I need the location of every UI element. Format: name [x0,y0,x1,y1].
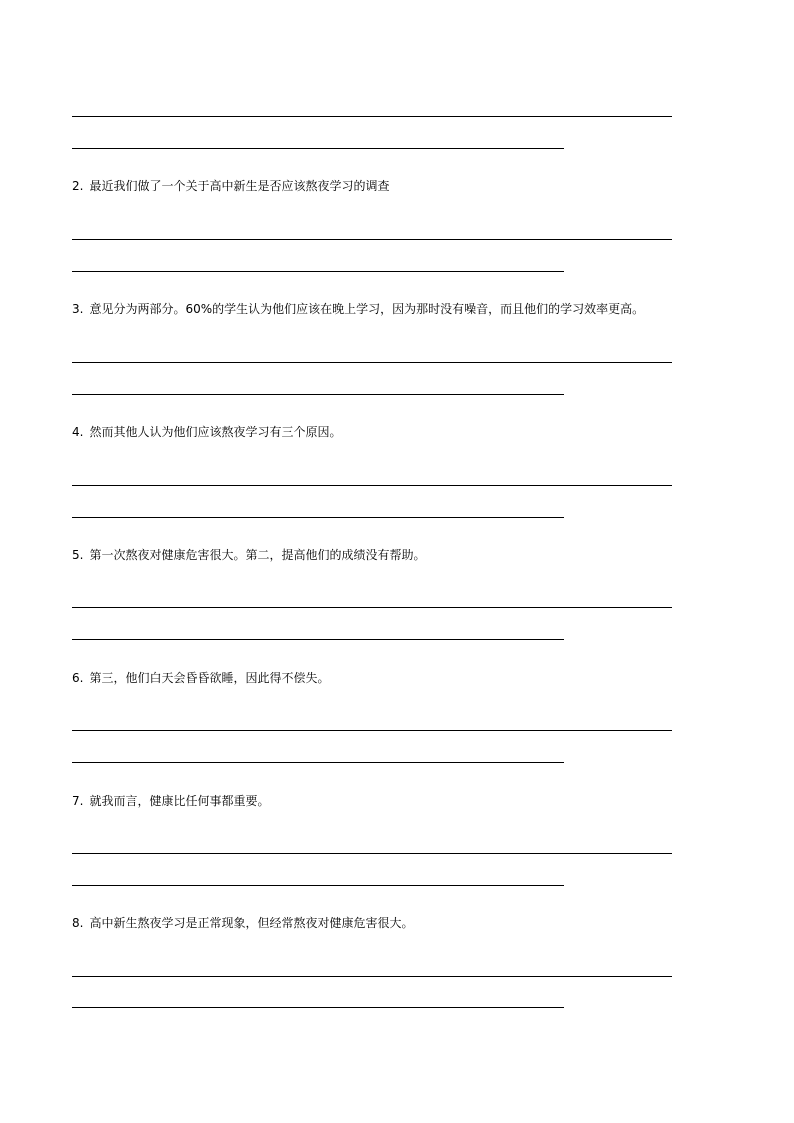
answer-line [72,853,672,854]
item-text: 意见分为两部分。60%的学生认为他们应该在晚上学习，因为那时没有噪音，而且他们的学习效率更高。 [89,302,645,316]
answer-line [72,271,564,272]
translation-item [72,794,269,808]
translation-item [72,179,389,193]
item-text: 高中新生熬夜学习是正常现象，但经常熬夜对健康危害很大。 [89,916,414,930]
answer-line [72,485,672,486]
item-number: 4. [72,425,84,439]
item-number: 7. [72,794,84,808]
item-text: 第一次熬夜对健康危害很大。第二，提高他们的成绩没有帮助。 [89,548,426,562]
translation-item [72,302,644,316]
answer-line [72,517,564,518]
answer-line [72,976,672,977]
item-number: 3. [72,302,84,316]
answer-line [72,394,564,395]
translation-item [72,916,413,930]
answer-line [72,1007,564,1008]
translation-item [72,548,425,562]
item-text: 最近我们做了一个关于高中新生是否应该熬夜学习的调查 [89,179,390,193]
item-text: 就我而言，健康比任何事都重要。 [89,794,270,808]
item-text: 然而其他人认为他们应该熬夜学习有三个原因。 [89,425,342,439]
item-number: 6. [72,671,84,685]
item-number: 2. [72,179,84,193]
item-number: 8. [72,916,84,930]
answer-line [72,148,564,149]
item-number: 5. [72,548,84,562]
answer-line [72,885,564,886]
answer-line [72,762,564,763]
answer-line [72,116,672,117]
answer-line [72,607,672,608]
answer-line [72,639,564,640]
translation-item [72,671,329,685]
answer-line [72,362,672,363]
translation-item [72,425,341,439]
item-text: 第三，他们白天会昏昏欲睡，因此得不偿失。 [89,671,330,685]
answer-line [72,730,672,731]
answer-line [72,239,672,240]
